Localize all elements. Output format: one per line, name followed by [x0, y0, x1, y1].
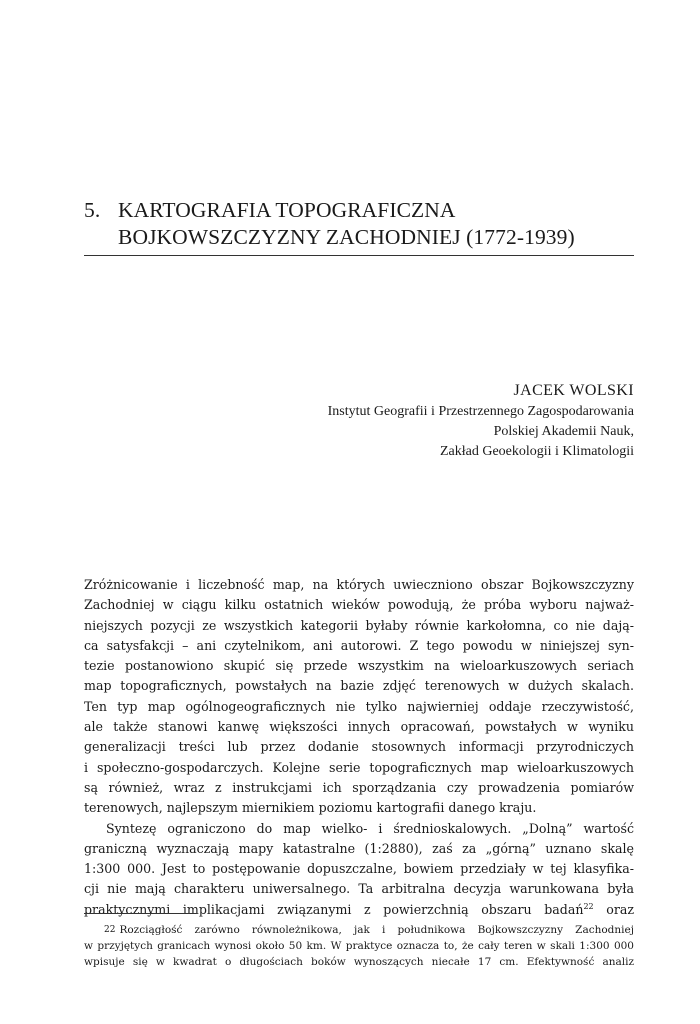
body-line: i społeczno-gospodarczych. Kolejne serie topograficznych map wieloarkuszowych — [84, 759, 634, 775]
body-line: Zachodniej w ciągu kilku ostatnich wieków powodują, że próba wyboru najważ- — [84, 597, 634, 613]
footnote-line: w przyjętych granicach wynosi około 50 km. W praktyce oznacza to, że cały teren w skali 1:300 000 — [84, 940, 634, 952]
body-line-with-footnote — [84, 900, 634, 920]
footnote-number: 22 — [104, 925, 116, 935]
footnote-line-text: Rozciągłość zarówno równoleżnikowa, jak i południkowa Bojkowszczyzny Zachodniej — [119, 924, 634, 936]
footnote-reference[interactable]: 22 — [583, 901, 594, 911]
body-line: 1:300 000. Jest to postępowanie dopuszczalne, bowiem przedziały w tej klasyfika- — [84, 861, 634, 877]
body-line-text: praktycznymi implikacjami związanymi z powierzchnią obszaru badań — [84, 901, 584, 917]
affiliation-line: Zakład Geoekologii i Klimatologii — [439, 444, 634, 459]
footnote-divider — [84, 913, 196, 914]
chapter-title-line-2: BOJKOWSZCZYZNY ZACHODNIEJ (1772-1939) — [118, 225, 575, 249]
footnote-line — [84, 922, 634, 938]
footnote-line: wpisuje się w kwadrat o długościach boków wynoszących niecałe 17 cm. Efektywność analiz — [84, 956, 634, 968]
chapter-title — [84, 197, 644, 251]
title-divider — [84, 255, 634, 256]
author-block — [328, 380, 634, 462]
body-line: generalizacji treści lub przez dodanie stosownych informacji przyrodniczych — [84, 739, 634, 755]
body-line: map topograficznych, powstałych na bazie zdjęć terenowych w dużych skalach. — [84, 678, 634, 694]
body-line: niejszych pozycji ze wszystkich kategorii byłaby równie karkołomna, co nie dają- — [84, 617, 634, 633]
body-line: graniczną wyznaczają mapy katastralne (1:2880), zaś za „górną” uznano skalę — [84, 840, 634, 856]
body-line: terenowych, najlepszym miernikiem poziomu kartografii danego kraju. — [84, 800, 537, 816]
affiliation-line: Polskiej Akademii Nauk, — [493, 424, 634, 439]
body-line-text: oraz — [606, 901, 634, 917]
body-line: ale także stanowi kanwę większości innych opracowań, powstałych w wyniku — [84, 719, 634, 735]
body-line: Zróżnicowanie i liczebność map, na których uwieczniono obszar Bojkowszczyzny — [84, 577, 634, 592]
body-line: ca satysfakcji – ani czytelnikom, ani autorowi. Z tego powodu w niniejszej syn- — [84, 637, 634, 653]
body-line: Ten typ map ogólnogeograficznych nie tylko najwierniej oddaje rzeczywistość, — [84, 698, 634, 714]
footnote — [84, 922, 634, 970]
chapter-title-line-1: KARTOGRAFIA TOPOGRAFICZNA — [118, 198, 456, 222]
body-text — [84, 575, 634, 920]
body-line: tezie postanowiono skupić się przede wszystkim na wieloarkuszowych seriach — [84, 658, 634, 674]
body-line: Syntezę ograniczono do map wielko- i średnioskalowych. „Dolną” wartość — [106, 820, 634, 836]
body-line: są również, wraz z instrukcjami ich sporządzania czy prowadzenia pomiarów — [84, 779, 634, 795]
body-line: cji nie mają charakteru uniwersalnego. Ta arbitralna decyzja warunkowana była — [84, 881, 634, 897]
author-name: JACEK WOLSKI — [513, 382, 634, 399]
chapter-number: 5. — [84, 198, 101, 222]
affiliation-line: Instytut Geografii i Przestrzennego Zagospodarowania — [327, 404, 634, 419]
